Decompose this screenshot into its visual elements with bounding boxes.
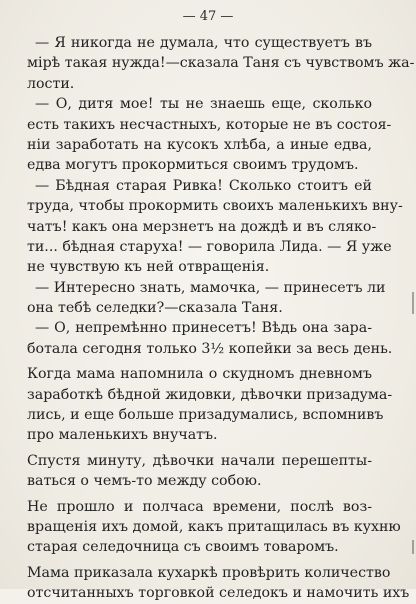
text-line: вращенія ихъ домой, какъ притащилась въ кухню [27,518,401,535]
page-text [27,33,415,604]
text-line: Мама приказала кухаркѣ провѣрить количество [27,564,391,581]
text-line: Когда мама напомнила о скудномъ дневномъ [27,366,372,383]
text-line: едва могутъ прокормиться своимъ трудомъ. [27,157,359,174]
text-line: есть такихъ несчастныхъ, которые не въ состоя- [27,116,392,133]
text-line: Не прошло и полчаса времени, послѣ воз- [27,498,372,515]
text-line: не чувствую къ ней отвращенія. [27,259,270,276]
page-number: — 47 — [182,9,234,24]
text-line: — Я никогда не думала, что существуетъ въ [35,35,372,51]
text-line: лись, и еще больше призадумались, вспомнивъ [27,407,384,424]
text-line: ніи заработать на кусокъ хлѣба, а иные едва, [27,136,372,153]
text-line: ботала сегодня только 3½ копейки за весь день. [27,340,393,357]
text-line: чатъ! какъ она мерзнетъ на дождѣ и въ сляко- [27,218,377,235]
text-line: старая селедочница съ своимъ товаромъ. [27,539,339,556]
text-line: мірѣ такая нужда!—сказала Таня съ чувствомъ жа- [27,55,415,72]
margin-mark [412,292,414,314]
text-line: заработкѣ бѣдной жидовки, дѣвочки призадума- [27,386,393,403]
text-line: про маленькихъ внучатъ. [27,427,218,444]
text-line: ваться о чемъ-то между собою. [27,473,262,490]
text-line: ти... бѣдная старуха! — говорила Лида. — Я уже [27,238,392,255]
text-line: отсчитанныхъ торговкой селедокъ и намочить ихъ [27,585,410,602]
text-line: — Бѣдная старая Ривка! Сколько стоитъ ей [35,177,372,194]
text-line: — О, дитя мое! ты не знаешь еще, сколько [35,96,372,113]
text-line: — Интересно знать, мамочка, — принесетъ ли [35,279,386,296]
margin-mark [412,540,414,554]
text-line: она тебѣ селедки?—сказала Таня. [27,300,283,317]
text-line: — О, непремѣнно принесетъ! Вѣдь она зара- [35,320,372,337]
text-line: труда, чтобы прокормить своихъ маленькихъ вну- [27,198,403,215]
text-line: Спустя минуту, дѣвочки начали перешепты- [27,452,372,469]
text-line: лости. [27,75,75,92]
